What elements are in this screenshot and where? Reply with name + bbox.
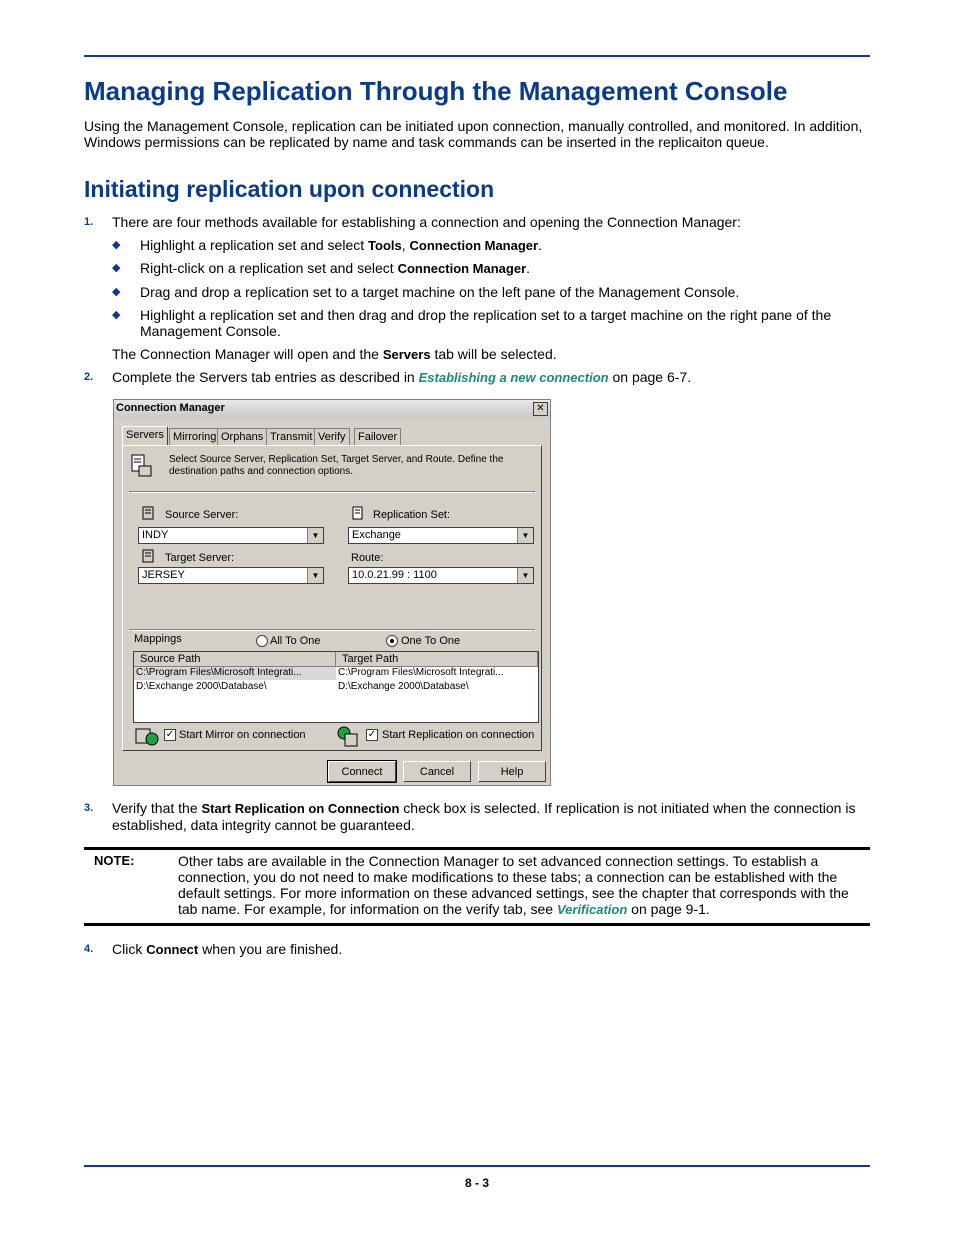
route-label: Route:	[351, 552, 384, 564]
bottom-rule	[84, 1165, 870, 1167]
note-bottom-rule	[84, 923, 870, 926]
help-button[interactable]: Help	[478, 761, 546, 782]
chevron-down-icon[interactable]: ▼	[307, 528, 323, 543]
start-mirror-checkbox[interactable]: ✓	[165, 729, 175, 740]
step-number: 4.	[84, 943, 94, 955]
replication-set-icon	[351, 506, 365, 520]
source-server-select[interactable]: INDY ▼	[138, 527, 324, 544]
dialog-title: Connection Manager	[116, 402, 225, 414]
section-title: Initiating replication upon connection	[84, 176, 495, 202]
page-number: 8 - 3	[464, 1176, 489, 1190]
tab-servers[interactable]: Servers	[122, 426, 168, 446]
step-text: There are four methods available for establishing a connection and opening the Connection Manager:	[112, 214, 741, 230]
route-select[interactable]: 10.0.21.99 : 1100 ▼	[348, 567, 534, 584]
top-rule	[84, 55, 870, 57]
servers-panel	[122, 445, 542, 751]
mirror-icon	[135, 727, 161, 747]
page-title: Managing Replication Through the Management Console	[84, 76, 788, 106]
target-server-select[interactable]: JERSEY ▼	[138, 567, 324, 584]
tab-verify[interactable]: Verify	[314, 428, 350, 445]
diamond-bullet-icon: ◆	[112, 309, 121, 321]
table-cell[interactable]: C:\Program Files\Microsoft Integrati...	[136, 667, 302, 678]
servers-tab-icon	[131, 454, 153, 478]
step-number: 1.	[84, 216, 94, 228]
servers-description: Select Source Server, Replication Set, Target Server, and Route. Define the destination paths and connection options.	[169, 454, 504, 477]
dialog-titlebar	[114, 400, 550, 418]
table-cell[interactable]: C:\Program Files\Microsoft Integrati...	[338, 667, 504, 678]
all-to-one-radio[interactable]	[256, 635, 268, 647]
diamond-bullet-icon: ◆	[112, 262, 121, 274]
step-number: 2.	[84, 371, 94, 383]
step-1-after: The Connection Manager will open and the Servers tab will be selected.	[112, 346, 557, 362]
separator	[129, 491, 535, 493]
start-replication-checkbox[interactable]: ✓	[367, 729, 377, 740]
connect-button[interactable]: Connect	[328, 761, 396, 782]
replication-set-label: Replication Set:	[373, 509, 451, 521]
chevron-down-icon[interactable]: ▼	[517, 528, 533, 543]
chevron-down-icon[interactable]: ▼	[307, 568, 323, 583]
replication-set-select[interactable]: Exchange ▼	[348, 527, 534, 544]
separator	[129, 629, 535, 631]
establishing-connection-link[interactable]: Establishing a new connection	[418, 370, 609, 385]
start-replication-label: Start Replication on connection	[382, 729, 535, 741]
tab-orphans[interactable]: Orphans	[217, 428, 267, 445]
close-icon[interactable]: ✕	[533, 402, 548, 416]
diamond-bullet-icon: ◆	[112, 239, 121, 251]
tab-failover[interactable]: Failover	[354, 428, 401, 445]
tab-transmit[interactable]: Transmit	[266, 428, 316, 445]
cancel-button[interactable]: Cancel	[403, 761, 471, 782]
column-header-source[interactable]: Source Path	[134, 652, 336, 667]
one-to-one-radio[interactable]	[386, 635, 398, 647]
mappings-label: Mappings	[134, 633, 182, 645]
source-server-label: Source Server:	[165, 509, 239, 521]
step-number: 3.	[84, 802, 94, 814]
diamond-bullet-icon: ◆	[112, 286, 121, 298]
start-mirror-label: Start Mirror on connection	[179, 729, 306, 741]
chevron-down-icon[interactable]: ▼	[517, 568, 533, 583]
connection-manager-dialog	[113, 399, 551, 786]
intro-paragraph: Using the Management Console, replication can be initiated upon connection, manually controlled, and monitored. In addition, Windows permissions can be replicated by name and task commands can be inserted in the replicaiton queue.	[84, 118, 863, 150]
tab-mirroring[interactable]: Mirroring	[169, 428, 220, 445]
mappings-list[interactable]	[133, 651, 539, 723]
one-to-one-label: One To One	[401, 635, 461, 647]
note-label: NOTE:	[94, 853, 135, 868]
verification-link[interactable]: Verification	[556, 902, 628, 917]
column-header-target[interactable]: Target Path	[336, 652, 538, 667]
note-top-rule	[84, 847, 870, 850]
table-cell[interactable]: D:\Exchange 2000\Database\	[338, 681, 469, 692]
target-server-label: Target Server:	[165, 552, 235, 564]
target-server-icon	[141, 549, 155, 563]
all-to-one-label: All To One	[270, 635, 321, 647]
table-cell[interactable]: D:\Exchange 2000\Database\	[136, 681, 267, 692]
replication-icon	[336, 725, 360, 747]
source-server-icon	[141, 506, 155, 520]
note-text: Other tabs are available in the Connection Manager to set advanced connection settings. To establish a connection, you do not need to make modifications to these tabs; a connection can be established with the default settings. For more information on these advanced settings, see the chapter that corresponds with the tab name. For example, for information on the verify tab, see Verification on page 9-1.	[178, 853, 849, 917]
